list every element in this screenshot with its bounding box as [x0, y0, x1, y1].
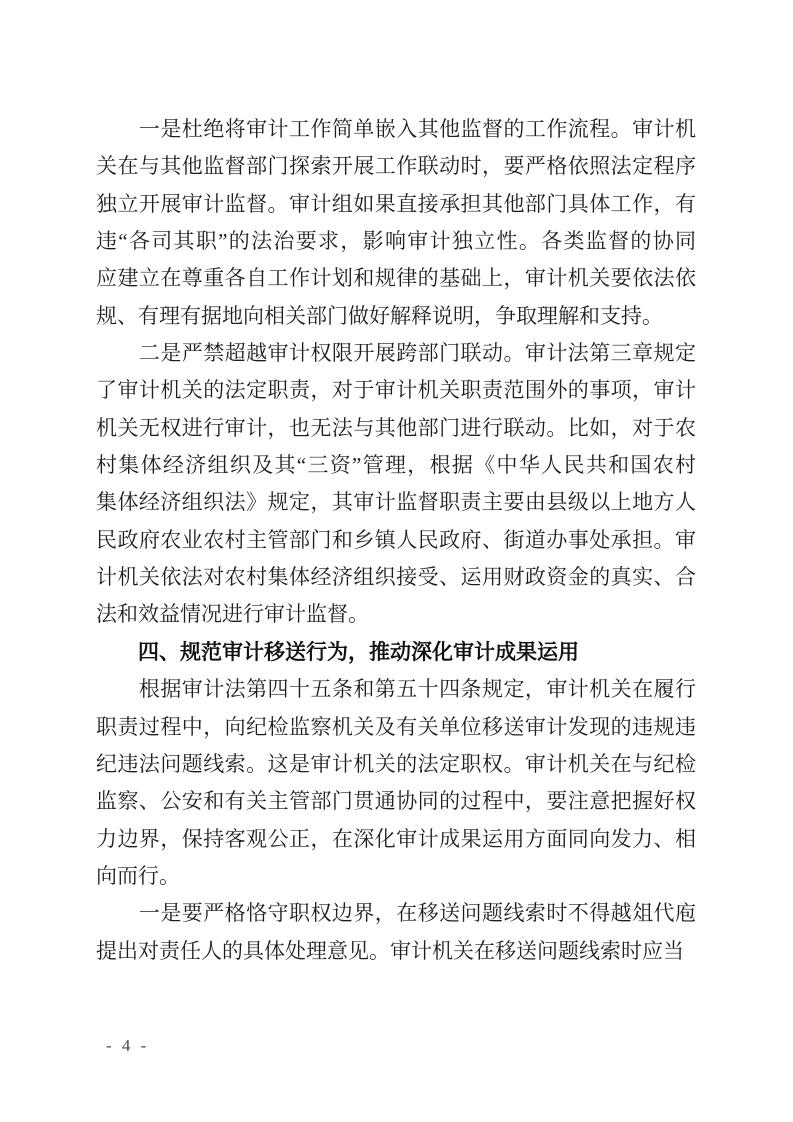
text-line: 规、有理有据地向相关部门做好解释说明，争取理解和支持。 [96, 303, 663, 328]
text-line: 向而行。 [96, 863, 180, 888]
text-line: 关在与其他监督部门探索开展工作联动时，要严格依照法定程序 [96, 154, 696, 179]
section-heading [96, 634, 696, 671]
text-line: 机关无权进行审计，也无法与其他部门进行联动。比如，对于农 [96, 415, 696, 440]
text-line: 根据审计法第四十五条和第五十四条规定，审计机关在履行 [96, 677, 696, 702]
page-number: - 4 - [106, 1036, 150, 1055]
paragraph [96, 111, 696, 335]
paragraph [96, 895, 696, 970]
text-line: 二是严禁超越审计权限开展跨部门联动。审计法第三章规定 [96, 341, 696, 366]
text-line: 纪违法问题线索。这是审计机关的法定职权。审计机关在与纪检 [96, 751, 696, 776]
text-line: 一是要严格恪守职权边界，在移送问题线索时不得越俎代庖 [96, 901, 696, 926]
paragraph [96, 671, 696, 895]
text-line: 了审计机关的法定职责，对于审计机关职责范围外的事项，审计 [96, 378, 696, 403]
text-line: 监察、公安和有关主管部门贯通协同的过程中，要注意把握好权 [96, 789, 696, 814]
document-body [96, 111, 696, 970]
text-line: 计机关依法对农村集体经济组织接受、运用财政资金的真实、合 [96, 565, 696, 590]
text-line: 集体经济组织法》规定，其审计监督职责主要由县级以上地方人 [96, 490, 696, 515]
text-line: 提出对责任人的具体处理意见。审计机关在移送问题线索时应当 [96, 938, 684, 963]
text-line: 应建立在尊重各自工作计划和规律的基础上，审计机关要依法依 [96, 266, 696, 291]
paragraph [96, 335, 696, 634]
text-line: 民政府农业农村主管部门和乡镇人民政府、街道办事处承担。审 [96, 527, 696, 552]
text-line: 四、规范审计移送行为，推动深化审计成果运用 [96, 640, 579, 664]
text-line: 法和效益情况进行审计监督。 [96, 602, 369, 627]
text-line: 村集体经济组织及其“三资”管理，根据《中华人民共和国农村 [96, 453, 696, 478]
text-line: 一是杜绝将审计工作简单嵌入其他监督的工作流程。审计机 [96, 117, 696, 141]
text-line: 力边界，保持客观公正，在深化审计成果运用方面同向发力、相 [96, 826, 696, 851]
text-line: 违“各司其职”的法治要求，影响审计独立性。各类监督的协同 [96, 229, 696, 254]
text-line: 独立开展审计监督。审计组如果直接承担其他部门具体工作，有 [96, 191, 696, 216]
text-line: 职责过程中，向纪检监察机关及有关单位移送审计发现的违规违 [96, 714, 696, 739]
